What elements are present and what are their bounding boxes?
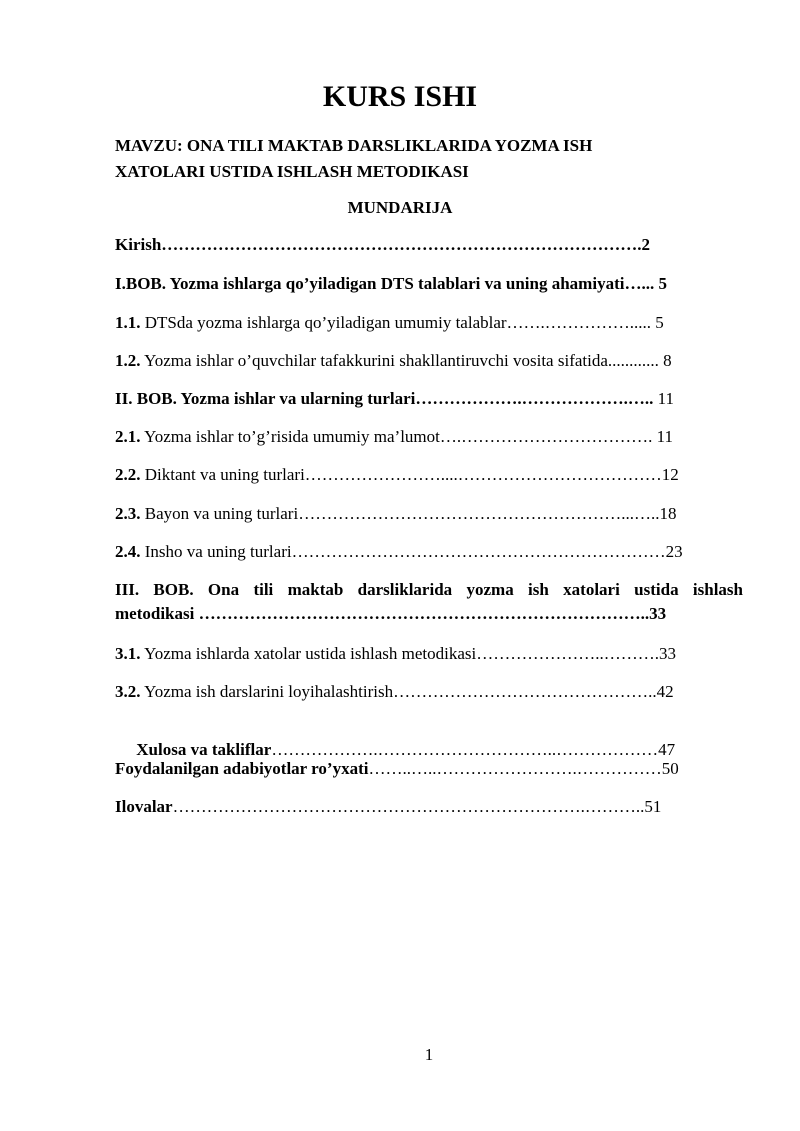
toc-entry-text: Bayon va uning turlari…………………………………………………...…..18 <box>140 504 677 523</box>
toc-entry-number: 2.3. <box>115 504 141 523</box>
toc-entry-number: 3.1. <box>115 644 141 663</box>
toc-entry-text: Insho va uning turlari…………………………………………………………23 <box>140 542 683 561</box>
toc-entry-text: Diktant va uning turlari……………………....………………………………12 <box>140 465 679 484</box>
topic-heading <box>115 133 715 185</box>
toc-entry-1-1 <box>115 313 664 333</box>
toc-entry-text: Foydalanilgan adabiyotlar ro’yxati <box>115 759 369 778</box>
topic-line: MAVZU: ONA TILI MAKTAB DARSLIKLARIDA YOZMA ISH <box>115 136 593 155</box>
toc-entry-text: Yozma ish darslarini loyihalashtirish………………………………………..42 <box>140 682 674 701</box>
toc-entry-bob3 <box>115 578 743 626</box>
toc-entry-text: Yozma ishlar o’quvchilar tafakkurini shakllantiruvchi vosita sifatida............ 8 <box>140 351 672 370</box>
document-title: KURS ISHI <box>322 80 478 113</box>
toc-entry-text: Yozma ishlarda xatolar ustida ishlash metodikasi…………………..……….33 <box>140 644 676 663</box>
toc-entry-number: 2.4. <box>115 542 141 561</box>
toc-entry-number: 3.2. <box>115 682 141 701</box>
toc-entry-text: II. BOB. Yozma ishlar va ularning turlari……………….……………….….. <box>115 389 654 408</box>
toc-entry-adabiyotlar <box>115 759 679 779</box>
toc-entry-2-2 <box>115 465 679 485</box>
toc-entry-3-1 <box>115 644 676 664</box>
toc-entry-kirish: Kirish………………………………………………………………………….2 <box>115 235 651 254</box>
toc-entry-page: 11 <box>653 389 674 408</box>
toc-entry-number: 1.2. <box>115 351 141 370</box>
toc-heading: MUNDARIJA <box>347 198 453 217</box>
toc-entry-ilovalar <box>115 797 661 817</box>
toc-entry-1-2 <box>115 351 672 371</box>
toc-entry-2-1 <box>115 427 673 447</box>
toc-entry-3-2 <box>115 682 674 702</box>
toc-entry-bob1: I.BOB. Yozma ishlarga qo’yiladigan DTS talablari va uning ahamiyati…... 5 <box>115 274 667 293</box>
toc-entry-number: 2.2. <box>115 465 141 484</box>
toc-entry-number: 2.1. <box>115 427 141 446</box>
toc-entry-bob2 <box>115 389 674 409</box>
page-number: 1 <box>424 1045 434 1064</box>
toc-entry-text: Ilovalar <box>115 797 173 816</box>
toc-entry-page: ……………………………………………………………….………..51 <box>172 797 662 816</box>
toc-entry-text: DTSda yozma ishlarga qo’yiladigan umumiy talablar…….……………..... 5 <box>140 313 664 332</box>
toc-entry-text: Xulosa va takliflar <box>132 740 272 759</box>
toc-entry-2-4 <box>115 542 683 562</box>
toc-entry-text: metodikasi ……………………………………………………………………..33 <box>115 604 667 623</box>
toc-entry-page: ……..…..…………………….……………50 <box>368 759 679 778</box>
toc-entry-number: 1.1. <box>115 313 141 332</box>
toc-entry-page: ……………….…………………………..………………47 <box>271 740 676 759</box>
toc-entry-text: Yozma ishlar to’g’risida umumiy ma’lumot….……………………………. 11 <box>140 427 673 446</box>
toc-entry-2-3 <box>115 504 676 524</box>
topic-line: XATOLARI USTIDA ISHLASH METODIKASI <box>115 162 469 181</box>
toc-entry-text: III. BOB. Ona tili maktab darsliklarida yozma ish xatolari ustida ishlash <box>115 580 743 599</box>
